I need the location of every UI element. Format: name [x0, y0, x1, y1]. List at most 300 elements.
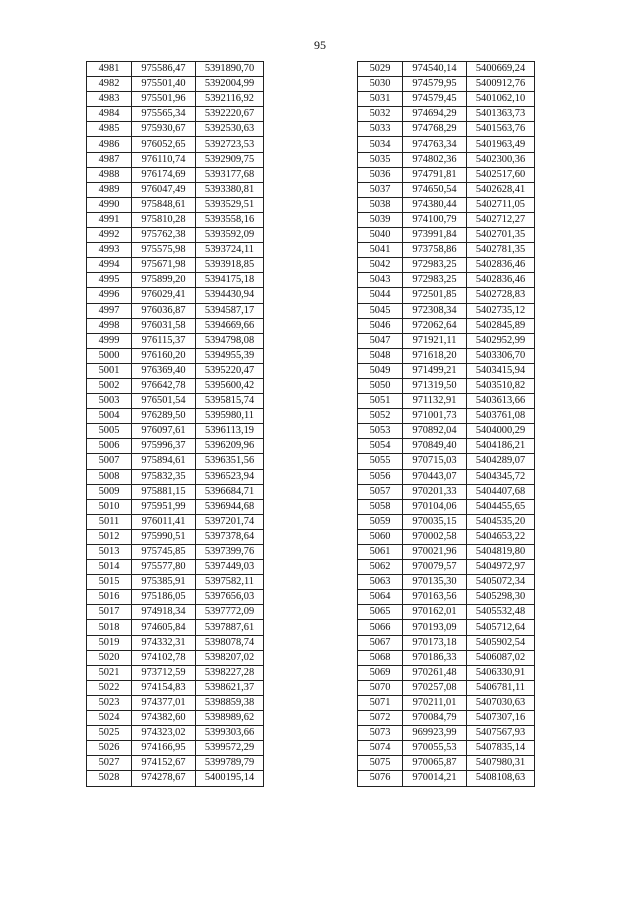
- x-coordinate-cell: 975899,20: [132, 273, 196, 288]
- table-row: [87, 424, 264, 439]
- point-number-cell: 5041: [358, 243, 403, 258]
- y-coordinate-cell: 5404186,21: [467, 439, 535, 454]
- point-number-cell: 5069: [358, 665, 403, 680]
- x-coordinate-cell: 974332,31: [132, 635, 196, 650]
- table-row: [87, 756, 264, 771]
- y-coordinate-cell: 5407980,31: [467, 756, 535, 771]
- point-number-cell: 4992: [87, 228, 132, 243]
- point-number-cell: 4987: [87, 152, 132, 167]
- point-number-cell: 5032: [358, 107, 403, 122]
- x-coordinate-cell: 973712,59: [132, 665, 196, 680]
- table-row: [358, 635, 535, 650]
- point-number-cell: 5055: [358, 454, 403, 469]
- y-coordinate-cell: 5404000,29: [467, 424, 535, 439]
- point-number-cell: 5021: [87, 665, 132, 680]
- point-number-cell: 5036: [358, 167, 403, 182]
- table-row: [358, 77, 535, 92]
- point-number-cell: 5015: [87, 575, 132, 590]
- x-coordinate-cell: 974278,67: [132, 771, 196, 786]
- y-coordinate-cell: 5397772,09: [196, 605, 264, 620]
- point-number-cell: 5070: [358, 680, 403, 695]
- x-coordinate-cell: 971319,50: [403, 378, 467, 393]
- x-coordinate-cell: 974100,79: [403, 212, 467, 227]
- y-coordinate-cell: 5396523,94: [196, 469, 264, 484]
- point-number-cell: 5048: [358, 348, 403, 363]
- y-coordinate-cell: 5408108,63: [467, 771, 535, 786]
- table-row: [87, 620, 264, 635]
- x-coordinate-cell: 975501,40: [132, 77, 196, 92]
- table-row: [358, 137, 535, 152]
- y-coordinate-cell: 5400195,14: [196, 771, 264, 786]
- x-coordinate-cell: 970186,33: [403, 650, 467, 665]
- point-number-cell: 5004: [87, 409, 132, 424]
- table-row: [87, 62, 264, 77]
- table-row: [358, 545, 535, 560]
- point-number-cell: 5003: [87, 394, 132, 409]
- y-coordinate-cell: 5403415,94: [467, 363, 535, 378]
- table-row: [87, 439, 264, 454]
- point-number-cell: 5051: [358, 394, 403, 409]
- point-number-cell: 5008: [87, 469, 132, 484]
- y-coordinate-cell: 5397399,76: [196, 545, 264, 560]
- point-number-cell: 5025: [87, 726, 132, 741]
- y-coordinate-cell: 5402836,46: [467, 258, 535, 273]
- point-number-cell: 5071: [358, 695, 403, 710]
- y-coordinate-cell: 5402701,35: [467, 228, 535, 243]
- point-number-cell: 5037: [358, 182, 403, 197]
- table-row: [87, 711, 264, 726]
- point-number-cell: 5057: [358, 484, 403, 499]
- point-number-cell: 5030: [358, 77, 403, 92]
- point-number-cell: 4982: [87, 77, 132, 92]
- point-number-cell: 4988: [87, 167, 132, 182]
- y-coordinate-cell: 5396209,96: [196, 439, 264, 454]
- point-number-cell: 5066: [358, 620, 403, 635]
- table-row: [87, 303, 264, 318]
- point-number-cell: 5053: [358, 424, 403, 439]
- table-row: [358, 560, 535, 575]
- point-number-cell: 5047: [358, 333, 403, 348]
- table-row: [87, 92, 264, 107]
- point-number-cell: 5038: [358, 197, 403, 212]
- y-coordinate-cell: 5401363,73: [467, 107, 535, 122]
- y-coordinate-cell: 5404653,22: [467, 529, 535, 544]
- y-coordinate-cell: 5392004,99: [196, 77, 264, 92]
- y-coordinate-cell: 5394669,66: [196, 318, 264, 333]
- point-number-cell: 4983: [87, 92, 132, 107]
- point-number-cell: 5046: [358, 318, 403, 333]
- x-coordinate-cell: 976115,37: [132, 333, 196, 348]
- y-coordinate-cell: 5400669,24: [467, 62, 535, 77]
- x-coordinate-cell: 974152,67: [132, 756, 196, 771]
- point-number-cell: 5031: [358, 92, 403, 107]
- y-coordinate-cell: 5397378,64: [196, 529, 264, 544]
- y-coordinate-cell: 5392909,75: [196, 152, 264, 167]
- x-coordinate-cell: 975586,47: [132, 62, 196, 77]
- x-coordinate-cell: 971618,20: [403, 348, 467, 363]
- point-number-cell: 5050: [358, 378, 403, 393]
- x-coordinate-cell: 971001,73: [403, 409, 467, 424]
- table-row: [87, 529, 264, 544]
- y-coordinate-cell: 5395600,42: [196, 378, 264, 393]
- table-row: [358, 228, 535, 243]
- point-number-cell: 5024: [87, 711, 132, 726]
- table-row: [87, 484, 264, 499]
- y-coordinate-cell: 5398078,74: [196, 635, 264, 650]
- table-row: [87, 77, 264, 92]
- y-coordinate-cell: 5401963,49: [467, 137, 535, 152]
- x-coordinate-cell: 975762,38: [132, 228, 196, 243]
- x-coordinate-cell: 976047,49: [132, 182, 196, 197]
- x-coordinate-cell: 970261,48: [403, 665, 467, 680]
- y-coordinate-cell: 5396351,56: [196, 454, 264, 469]
- y-coordinate-cell: 5404407,68: [467, 484, 535, 499]
- y-coordinate-cell: 5402517,60: [467, 167, 535, 182]
- x-coordinate-cell: 975894,61: [132, 454, 196, 469]
- x-coordinate-cell: 974802,36: [403, 152, 467, 167]
- x-coordinate-cell: 974380,44: [403, 197, 467, 212]
- coordinates-table-left: [86, 61, 264, 787]
- table-row: [87, 273, 264, 288]
- table-row: [358, 529, 535, 544]
- y-coordinate-cell: 5406781,11: [467, 680, 535, 695]
- point-number-cell: 5012: [87, 529, 132, 544]
- y-coordinate-cell: 5394430,94: [196, 288, 264, 303]
- point-number-cell: 5043: [358, 273, 403, 288]
- point-number-cell: 5035: [358, 152, 403, 167]
- table-row: [358, 605, 535, 620]
- table-row: [358, 695, 535, 710]
- x-coordinate-cell: 974579,45: [403, 92, 467, 107]
- point-number-cell: 4998: [87, 318, 132, 333]
- point-number-cell: 4984: [87, 107, 132, 122]
- table-row: [358, 394, 535, 409]
- x-coordinate-cell: 975385,91: [132, 575, 196, 590]
- x-coordinate-cell: 976160,20: [132, 348, 196, 363]
- point-number-cell: 5039: [358, 212, 403, 227]
- point-number-cell: 5034: [358, 137, 403, 152]
- y-coordinate-cell: 5402628,41: [467, 182, 535, 197]
- x-coordinate-cell: 974605,84: [132, 620, 196, 635]
- point-number-cell: 5061: [358, 545, 403, 560]
- point-number-cell: 5033: [358, 122, 403, 137]
- table-row: [87, 409, 264, 424]
- table-row: [87, 363, 264, 378]
- x-coordinate-cell: 970104,06: [403, 499, 467, 514]
- coordinates-table-right: [357, 61, 535, 787]
- table-row: [87, 741, 264, 756]
- y-coordinate-cell: 5407567,93: [467, 726, 535, 741]
- point-number-cell: 5049: [358, 363, 403, 378]
- x-coordinate-cell: 976052,65: [132, 137, 196, 152]
- point-number-cell: 5065: [358, 605, 403, 620]
- point-number-cell: 5029: [358, 62, 403, 77]
- table-row: [87, 228, 264, 243]
- y-coordinate-cell: 5406330,91: [467, 665, 535, 680]
- y-coordinate-cell: 5404345,72: [467, 469, 535, 484]
- point-number-cell: 4985: [87, 122, 132, 137]
- table-row: [358, 378, 535, 393]
- y-coordinate-cell: 5393918,85: [196, 258, 264, 273]
- point-number-cell: 5060: [358, 529, 403, 544]
- table-row: [358, 454, 535, 469]
- table-row: [358, 92, 535, 107]
- point-number-cell: 5068: [358, 650, 403, 665]
- table-row: [358, 469, 535, 484]
- point-number-cell: 5056: [358, 469, 403, 484]
- x-coordinate-cell: 970065,87: [403, 756, 467, 771]
- x-coordinate-cell: 976369,40: [132, 363, 196, 378]
- y-coordinate-cell: 5403613,66: [467, 394, 535, 409]
- y-coordinate-cell: 5405072,34: [467, 575, 535, 590]
- x-coordinate-cell: 974694,29: [403, 107, 467, 122]
- point-number-cell: 5009: [87, 484, 132, 499]
- x-coordinate-cell: 970084,79: [403, 711, 467, 726]
- y-coordinate-cell: 5402735,12: [467, 303, 535, 318]
- table-row: [87, 318, 264, 333]
- table-row: [87, 635, 264, 650]
- y-coordinate-cell: 5395980,11: [196, 409, 264, 424]
- y-coordinate-cell: 5396113,19: [196, 424, 264, 439]
- table-row: [358, 439, 535, 454]
- table-row: [358, 771, 535, 786]
- y-coordinate-cell: 5398207,02: [196, 650, 264, 665]
- table-row: [358, 258, 535, 273]
- x-coordinate-cell: 976110,74: [132, 152, 196, 167]
- point-number-cell: 5005: [87, 424, 132, 439]
- y-coordinate-cell: 5404289,07: [467, 454, 535, 469]
- x-coordinate-cell: 974918,34: [132, 605, 196, 620]
- table-row: [358, 499, 535, 514]
- y-coordinate-cell: 5398227,28: [196, 665, 264, 680]
- x-coordinate-cell: 976029,41: [132, 288, 196, 303]
- x-coordinate-cell: 974323,02: [132, 726, 196, 741]
- point-number-cell: 5028: [87, 771, 132, 786]
- x-coordinate-cell: 972308,34: [403, 303, 467, 318]
- table-row: [358, 122, 535, 137]
- table-row: [358, 212, 535, 227]
- y-coordinate-cell: 5394955,39: [196, 348, 264, 363]
- x-coordinate-cell: 976642,78: [132, 378, 196, 393]
- x-coordinate-cell: 972983,25: [403, 273, 467, 288]
- y-coordinate-cell: 5393724,11: [196, 243, 264, 258]
- point-number-cell: 4995: [87, 273, 132, 288]
- table-row: [358, 424, 535, 439]
- table-row: [358, 484, 535, 499]
- y-coordinate-cell: 5393380,81: [196, 182, 264, 197]
- point-number-cell: 5045: [358, 303, 403, 318]
- point-number-cell: 5002: [87, 378, 132, 393]
- table-row: [358, 62, 535, 77]
- point-number-cell: 4994: [87, 258, 132, 273]
- x-coordinate-cell: 975810,28: [132, 212, 196, 227]
- x-coordinate-cell: 974102,78: [132, 650, 196, 665]
- point-number-cell: 5040: [358, 228, 403, 243]
- point-number-cell: 5044: [358, 288, 403, 303]
- point-number-cell: 5073: [358, 726, 403, 741]
- y-coordinate-cell: 5398859,38: [196, 695, 264, 710]
- point-number-cell: 5075: [358, 756, 403, 771]
- point-number-cell: 5052: [358, 409, 403, 424]
- table-row: [87, 695, 264, 710]
- table-row: [358, 152, 535, 167]
- point-number-cell: 4991: [87, 212, 132, 227]
- y-coordinate-cell: 5402952,99: [467, 333, 535, 348]
- x-coordinate-cell: 975990,51: [132, 529, 196, 544]
- y-coordinate-cell: 5403761,08: [467, 409, 535, 424]
- y-coordinate-cell: 5400912,76: [467, 77, 535, 92]
- point-number-cell: 5010: [87, 499, 132, 514]
- x-coordinate-cell: 974650,54: [403, 182, 467, 197]
- x-coordinate-cell: 975881,15: [132, 484, 196, 499]
- point-number-cell: 5054: [358, 439, 403, 454]
- table-row: [87, 137, 264, 152]
- x-coordinate-cell: 970002,58: [403, 529, 467, 544]
- point-number-cell: 5064: [358, 590, 403, 605]
- point-number-cell: 5022: [87, 680, 132, 695]
- x-coordinate-cell: 976289,50: [132, 409, 196, 424]
- y-coordinate-cell: 5392220,67: [196, 107, 264, 122]
- x-coordinate-cell: 970021,96: [403, 545, 467, 560]
- table-row: [358, 711, 535, 726]
- table-row: [358, 348, 535, 363]
- point-number-cell: 5063: [358, 575, 403, 590]
- x-coordinate-cell: 974382,60: [132, 711, 196, 726]
- x-coordinate-cell: 975832,35: [132, 469, 196, 484]
- point-number-cell: 4986: [87, 137, 132, 152]
- point-number-cell: 4993: [87, 243, 132, 258]
- point-number-cell: 5020: [87, 650, 132, 665]
- y-coordinate-cell: 5402728,83: [467, 288, 535, 303]
- table-row: [87, 212, 264, 227]
- x-coordinate-cell: 975848,61: [132, 197, 196, 212]
- y-coordinate-cell: 5407307,16: [467, 711, 535, 726]
- x-coordinate-cell: 970079,57: [403, 560, 467, 575]
- x-coordinate-cell: 974377,01: [132, 695, 196, 710]
- point-number-cell: 5007: [87, 454, 132, 469]
- y-coordinate-cell: 5405532,48: [467, 605, 535, 620]
- y-coordinate-cell: 5392116,92: [196, 92, 264, 107]
- x-coordinate-cell: 970715,03: [403, 454, 467, 469]
- point-number-cell: 5072: [358, 711, 403, 726]
- table-row: [358, 590, 535, 605]
- point-number-cell: 5026: [87, 741, 132, 756]
- x-coordinate-cell: 973758,86: [403, 243, 467, 258]
- x-coordinate-cell: 970211,01: [403, 695, 467, 710]
- table-row: [358, 197, 535, 212]
- point-number-cell: 5067: [358, 635, 403, 650]
- y-coordinate-cell: 5397582,11: [196, 575, 264, 590]
- point-number-cell: 5058: [358, 499, 403, 514]
- x-coordinate-cell: 970173,18: [403, 635, 467, 650]
- table-row: [358, 318, 535, 333]
- point-number-cell: 4989: [87, 182, 132, 197]
- x-coordinate-cell: 971921,11: [403, 333, 467, 348]
- x-coordinate-cell: 975565,34: [132, 107, 196, 122]
- point-number-cell: 5027: [87, 756, 132, 771]
- table-row: [87, 469, 264, 484]
- y-coordinate-cell: 5397656,03: [196, 590, 264, 605]
- y-coordinate-cell: 5394798,08: [196, 333, 264, 348]
- x-coordinate-cell: 974763,34: [403, 137, 467, 152]
- x-coordinate-cell: 976031,58: [132, 318, 196, 333]
- table-row: [87, 288, 264, 303]
- point-number-cell: 4990: [87, 197, 132, 212]
- table-row: [87, 182, 264, 197]
- table-row: [358, 756, 535, 771]
- y-coordinate-cell: 5396944,68: [196, 499, 264, 514]
- x-coordinate-cell: 972062,64: [403, 318, 467, 333]
- y-coordinate-cell: 5404972,97: [467, 560, 535, 575]
- y-coordinate-cell: 5396684,71: [196, 484, 264, 499]
- table-row: [87, 514, 264, 529]
- point-number-cell: 4999: [87, 333, 132, 348]
- point-number-cell: 5074: [358, 741, 403, 756]
- y-coordinate-cell: 5403306,70: [467, 348, 535, 363]
- table-row: [87, 590, 264, 605]
- point-number-cell: 5018: [87, 620, 132, 635]
- y-coordinate-cell: 5392723,53: [196, 137, 264, 152]
- x-coordinate-cell: 975951,99: [132, 499, 196, 514]
- y-coordinate-cell: 5405902,54: [467, 635, 535, 650]
- table-row: [358, 182, 535, 197]
- x-coordinate-cell: 974579,95: [403, 77, 467, 92]
- x-coordinate-cell: 972983,25: [403, 258, 467, 273]
- x-coordinate-cell: 975501,96: [132, 92, 196, 107]
- table-row: [358, 665, 535, 680]
- y-coordinate-cell: 5407030,63: [467, 695, 535, 710]
- table-row: [87, 771, 264, 786]
- y-coordinate-cell: 5397887,61: [196, 620, 264, 635]
- y-coordinate-cell: 5405298,30: [467, 590, 535, 605]
- y-coordinate-cell: 5391890,70: [196, 62, 264, 77]
- table-row: [358, 650, 535, 665]
- x-coordinate-cell: 970163,56: [403, 590, 467, 605]
- x-coordinate-cell: 975575,98: [132, 243, 196, 258]
- table-row: [87, 499, 264, 514]
- point-number-cell: 4997: [87, 303, 132, 318]
- x-coordinate-cell: 970014,21: [403, 771, 467, 786]
- table-row: [358, 680, 535, 695]
- point-number-cell: 5014: [87, 560, 132, 575]
- table-row: [358, 741, 535, 756]
- table-row: [87, 122, 264, 137]
- y-coordinate-cell: 5402845,89: [467, 318, 535, 333]
- x-coordinate-cell: 971499,21: [403, 363, 467, 378]
- table-row: [358, 409, 535, 424]
- x-coordinate-cell: 970849,40: [403, 439, 467, 454]
- point-number-cell: 5062: [358, 560, 403, 575]
- y-coordinate-cell: 5402836,46: [467, 273, 535, 288]
- table-row: [87, 258, 264, 273]
- y-coordinate-cell: 5402300,36: [467, 152, 535, 167]
- x-coordinate-cell: 970892,04: [403, 424, 467, 439]
- table-row: [87, 243, 264, 258]
- x-coordinate-cell: 976097,61: [132, 424, 196, 439]
- point-number-cell: 4996: [87, 288, 132, 303]
- y-coordinate-cell: 5392530,63: [196, 122, 264, 137]
- table-row: [358, 303, 535, 318]
- table-row: [87, 152, 264, 167]
- point-number-cell: 5011: [87, 514, 132, 529]
- table-row: [358, 620, 535, 635]
- x-coordinate-cell: 975577,80: [132, 560, 196, 575]
- x-coordinate-cell: 972501,85: [403, 288, 467, 303]
- table-row: [87, 680, 264, 695]
- y-coordinate-cell: 5395815,74: [196, 394, 264, 409]
- y-coordinate-cell: 5402711,05: [467, 197, 535, 212]
- table-row: [87, 348, 264, 363]
